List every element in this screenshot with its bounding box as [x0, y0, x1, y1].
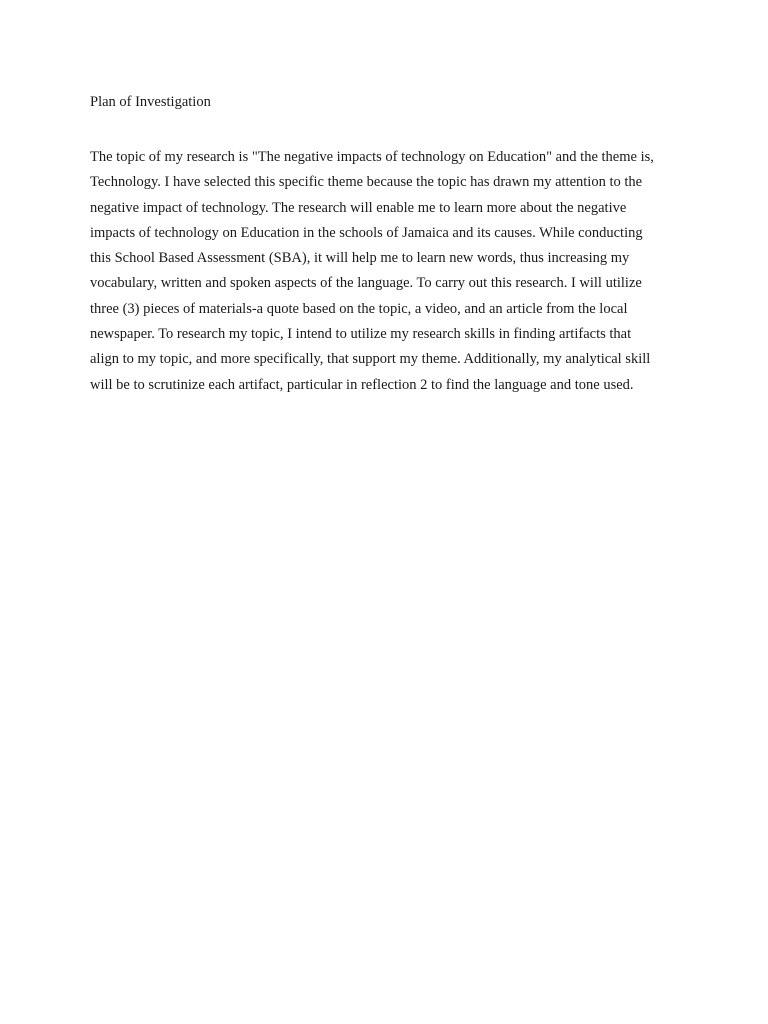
- paragraph-line: align to my topic, and more specifically, that support my theme. Additionally, my analytical skill: [90, 351, 651, 368]
- paragraph-line: Technology. I have selected this specific theme because the topic has drawn my attention to the: [90, 174, 643, 191]
- paragraph-line: this School Based Assessment (SBA), it will help me to learn new words, thus increasing my: [90, 250, 630, 267]
- paragraph-line: will be to scrutinize each artifact, particular in reflection 2 to find the language and tone used.: [90, 376, 634, 393]
- paragraph-line: three (3) pieces of materials-a quote based on the topic, a video, and an article from the local: [90, 300, 628, 317]
- paragraph-line: newspaper. To research my topic, I intend to utilize my research skills in finding artifacts that: [90, 326, 632, 343]
- paragraph-line: impacts of technology on Education in the schools of Jamaica and its causes. While conducting: [90, 224, 643, 241]
- document-title: Plan of Investigation: [90, 94, 211, 110]
- document-paragraph: [90, 145, 690, 398]
- paragraph-line: negative impact of technology. The research will enable me to learn more about the negative: [90, 199, 627, 216]
- paragraph-line: The topic of my research is "The negative impacts of technology on Education" and the theme is,: [90, 149, 654, 165]
- paragraph-line: vocabulary, written and spoken aspects of the language. To carry out this research. I will utilize: [90, 275, 642, 292]
